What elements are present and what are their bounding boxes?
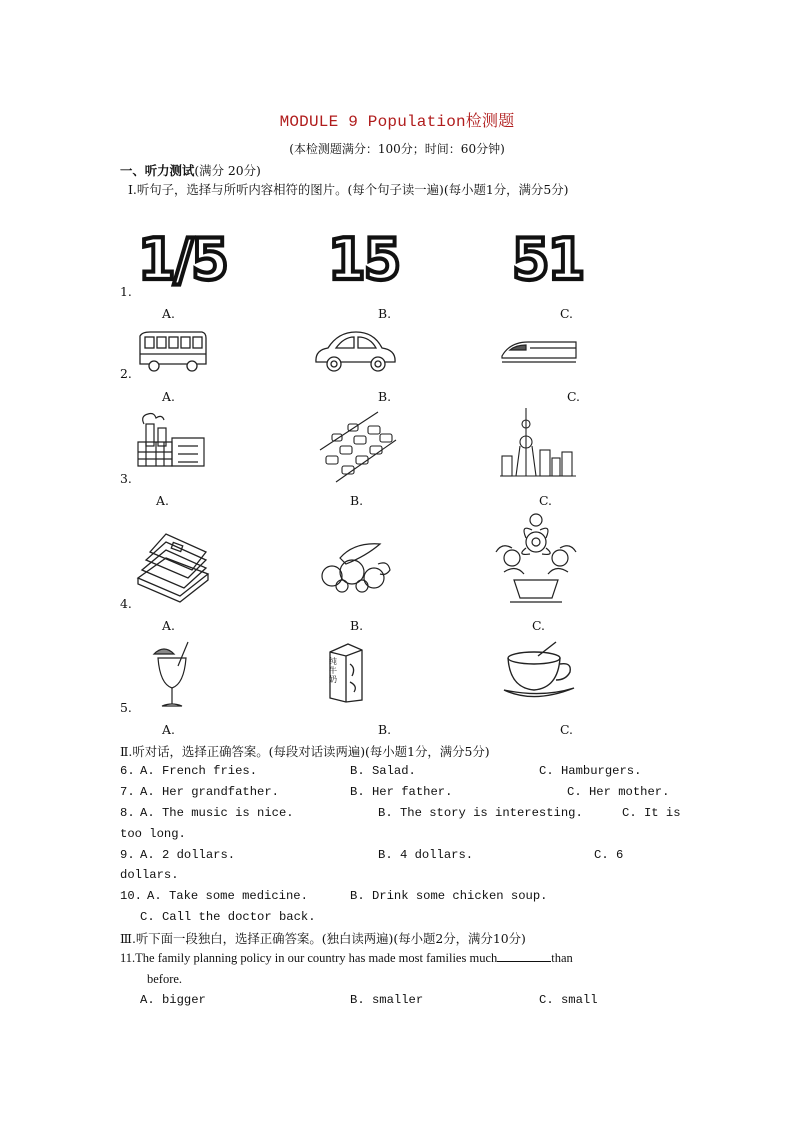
option-label-4c: C. [532, 618, 545, 633]
question-number-4: 4. [120, 596, 132, 611]
question-11-stem-before: The family planning policy in our country has made most families much [135, 951, 498, 965]
question-7-option-c: C. Her mother. [567, 785, 670, 799]
option-label-1a: A. [162, 306, 175, 321]
option-label-3a: A. [156, 493, 169, 508]
juice-glass-icon [152, 640, 198, 710]
flower-pot-icon [490, 512, 582, 606]
option-label-2a: A. [162, 389, 175, 404]
question-8-option-a: A. The music is nice. [140, 806, 294, 820]
option-label-4a: A. [162, 618, 175, 633]
picture-1c-number: 51 [512, 226, 584, 293]
option-label-1b: B. [378, 306, 392, 321]
picture-1b-number: 15 [328, 226, 400, 293]
question-6-number: 6. [120, 764, 135, 778]
question-9-option-a: A. 2 dollars. [140, 848, 236, 862]
question-7-option-b: B. Her father. [350, 785, 453, 799]
question-8-option-c-continued: too long. [120, 827, 186, 841]
question-8-option-c: C. It is [622, 806, 681, 820]
question-10-option-b: B. Drink some chicken soup. [350, 889, 548, 903]
question-11-stem-after: than [551, 951, 573, 965]
question-number-3: 3. [120, 471, 132, 486]
tea-cup-icon [502, 642, 576, 702]
part1-instruction: Ⅰ.听句子，选择与所听内容相符的图片。(每个句子读一遍)(每小题1分，满分5分) [128, 182, 569, 197]
question-6-option-a: A. French fries. [140, 764, 258, 778]
question-10-option-c: C. Call the doctor back. [140, 910, 316, 924]
question-6-option-b: B. Salad. [350, 764, 416, 778]
option-label-4b: B. [350, 618, 364, 633]
section-heading-score: (满分 20分) [194, 163, 261, 178]
city-skyline-icon [500, 406, 576, 480]
question-number-1: 1. [120, 284, 132, 299]
option-label-3c: C. [539, 493, 552, 508]
fruit-icon [318, 536, 394, 594]
question-11-stem-continued: before. [147, 972, 183, 986]
page-title: MODULE 9 Population检测题 [279, 113, 515, 131]
question-11-option-a: A. bigger [140, 993, 206, 1007]
question-9-option-c: C. 6 [594, 848, 624, 862]
option-label-3b: B. [350, 493, 364, 508]
question-9-option-c-continued: dollars. [120, 868, 179, 882]
train-icon [500, 336, 578, 366]
option-label-5b: B. [378, 722, 392, 737]
question-number-5: 5. [120, 700, 132, 715]
question-7-option-a: A. Her grandfather. [140, 785, 279, 799]
factory-icon [134, 412, 210, 468]
question-8-option-b: B. The story is interesting. [378, 806, 583, 820]
bus-icon [136, 330, 208, 374]
question-7-number: 7. [120, 785, 135, 799]
traffic-jam-icon [318, 410, 398, 484]
question-11-option-c: C. small [539, 993, 598, 1007]
car-icon [312, 328, 398, 376]
question-number-2: 2. [120, 366, 132, 381]
option-label-5c: C. [560, 722, 573, 737]
part2-instruction: Ⅱ.听对话，选择正确答案。(每段对话读两遍)(每小题1分，满分5分) [120, 744, 490, 759]
part3-instruction: Ⅲ.听下面一段独白，选择正确答案。(独白读两遍)(每小题2分，满分10分) [120, 931, 526, 946]
option-label-1c: C. [560, 306, 573, 321]
books-icon [134, 530, 210, 602]
option-label-5a: A. [162, 722, 175, 737]
question-9-option-b: B. 4 dollars. [378, 848, 474, 862]
picture-1a-fraction: 1/5 [138, 226, 227, 293]
question-11-stem [120, 951, 573, 966]
question-10-option-a: A. Take some medicine. [147, 889, 308, 903]
answer-blank[interactable] [497, 951, 551, 962]
question-8-number: 8. [120, 806, 135, 820]
milk-carton-label: 纯牛奶 [329, 657, 337, 684]
question-11-number: 11. [120, 951, 136, 965]
section-heading [120, 161, 261, 179]
section-heading-title: 一、听力测试 [120, 163, 195, 178]
question-9-number: 9. [120, 848, 135, 862]
page-subtitle: (本检测题满分：100分；时间：60分钟) [289, 142, 505, 156]
question-10-number: 10. [120, 889, 142, 903]
question-6-option-c: C. Hamburgers. [539, 764, 642, 778]
option-label-2c: C. [567, 389, 580, 404]
option-label-2b: B. [378, 389, 392, 404]
question-11-option-b: B. smaller [350, 993, 424, 1007]
